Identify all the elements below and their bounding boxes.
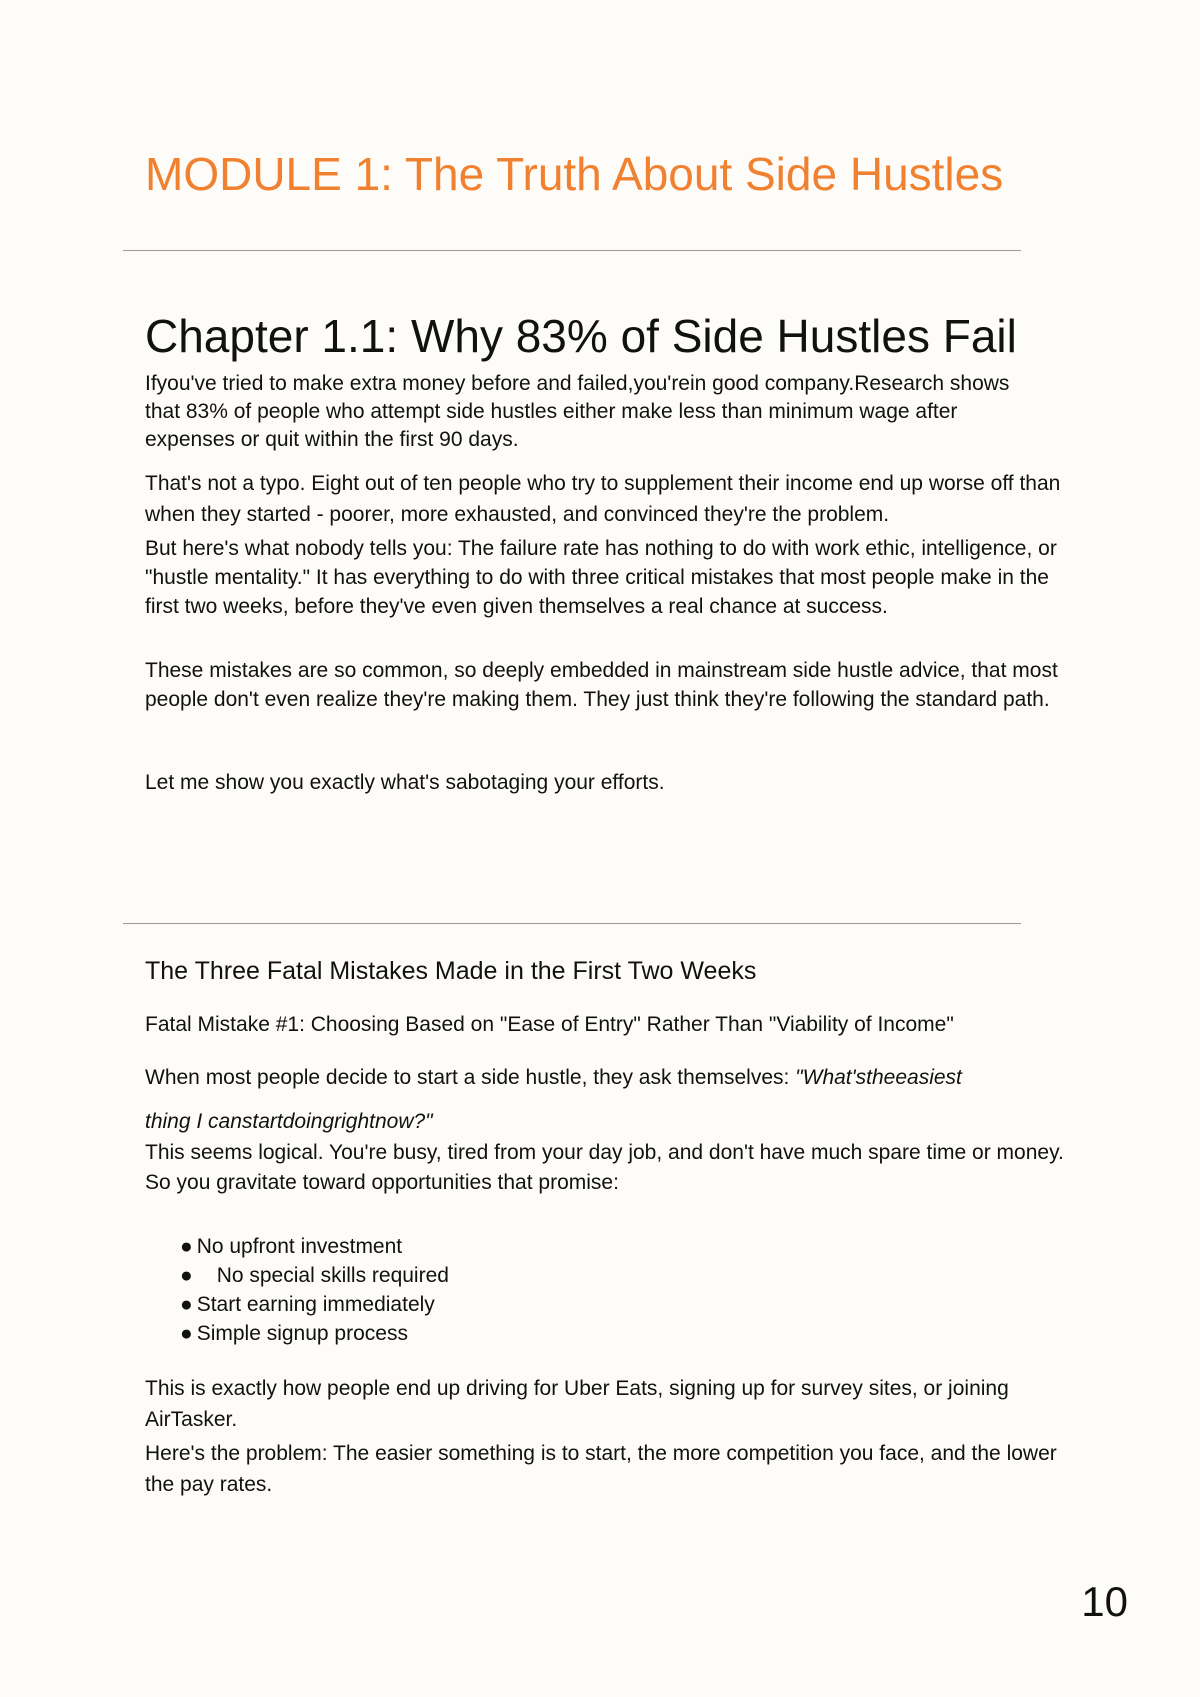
mistake-1-paragraph-3: Here's the problem: The easier something is to start, the more competition you face, and the lower the pay rates. [145, 1442, 1057, 1496]
chapter-paragraph-1: Ifyou've tried to make extra money before and failed,you'rein good company.Research shows that 83% of people who attempt side hustles either make less than minimum wage after expenses or quit within the first 90 days. [145, 372, 1010, 451]
section-heading: The Three Fatal Mistakes Made in the First Two Weeks [145, 957, 757, 985]
chapter-title: Chapter 1.1: Why 83% of Side Hustles Fail [145, 310, 1017, 362]
mistake-1-intro-text: When most people decide to start a side hustle, they ask themselves: [145, 1066, 796, 1089]
list-item: ● Start earning immediately [180, 1293, 435, 1316]
bullet-icon: ● [180, 1264, 193, 1287]
mistake-1-intro [145, 1066, 962, 1090]
list-item: ● No upfront investment [180, 1235, 403, 1258]
bullet-icon: ● [180, 1293, 193, 1316]
divider-top [123, 250, 1021, 251]
list-item: ● Simple signup process [180, 1322, 408, 1345]
chapter-paragraph-2: That's not a typo. Eight out of ten people who try to supplement their income end up worse off than when they started - poorer, more exhausted, and convinced they're the problem. [145, 472, 1061, 526]
bullet-icon: ● [180, 1322, 193, 1345]
list-item: ● No special skills required [180, 1264, 449, 1287]
mistake-1-paragraph-1: This seems logical. You're busy, tired from your day job, and don't have much spare time or money. So you gravitate toward opportunities that promise: [145, 1141, 1064, 1194]
bullet-icon: ● [180, 1235, 193, 1258]
promise-list [180, 1232, 449, 1348]
divider-middle [123, 923, 1021, 924]
chapter-paragraph-4: These mistakes are so common, so deeply embedded in mainstream side hustle advice, that most people don't even realize they're making them. They just think they're following the standard path. [145, 659, 1058, 711]
chapter-paragraph-5: Let me show you exactly what's sabotaging your efforts. [145, 771, 665, 794]
page-number: 10 [1081, 1578, 1128, 1625]
mistake-1-question-continued: thing I canstartdoingrightnow?" [145, 1110, 433, 1133]
mistake-1-question: "What'stheeasiest [795, 1066, 962, 1089]
chapter-paragraph-3: But here's what nobody tells you: The failure rate has nothing to do with work ethic, intelligence, or "hustle mentality." It has everything to do with three critical mistakes that most people make in the first two weeks, before they've even given themselves a real chance at success. [145, 537, 1057, 618]
module-title: MODULE 1: The Truth About Side Hustles [145, 148, 1004, 200]
mistake-1-paragraph-2: This is exactly how people end up driving for Uber Eats, signing up for survey sites, or joining AirTasker. [145, 1377, 1009, 1431]
mistake-1-heading: Fatal Mistake #1: Choosing Based on "Ease of Entry" Rather Than "Viability of Income" [145, 1013, 954, 1036]
